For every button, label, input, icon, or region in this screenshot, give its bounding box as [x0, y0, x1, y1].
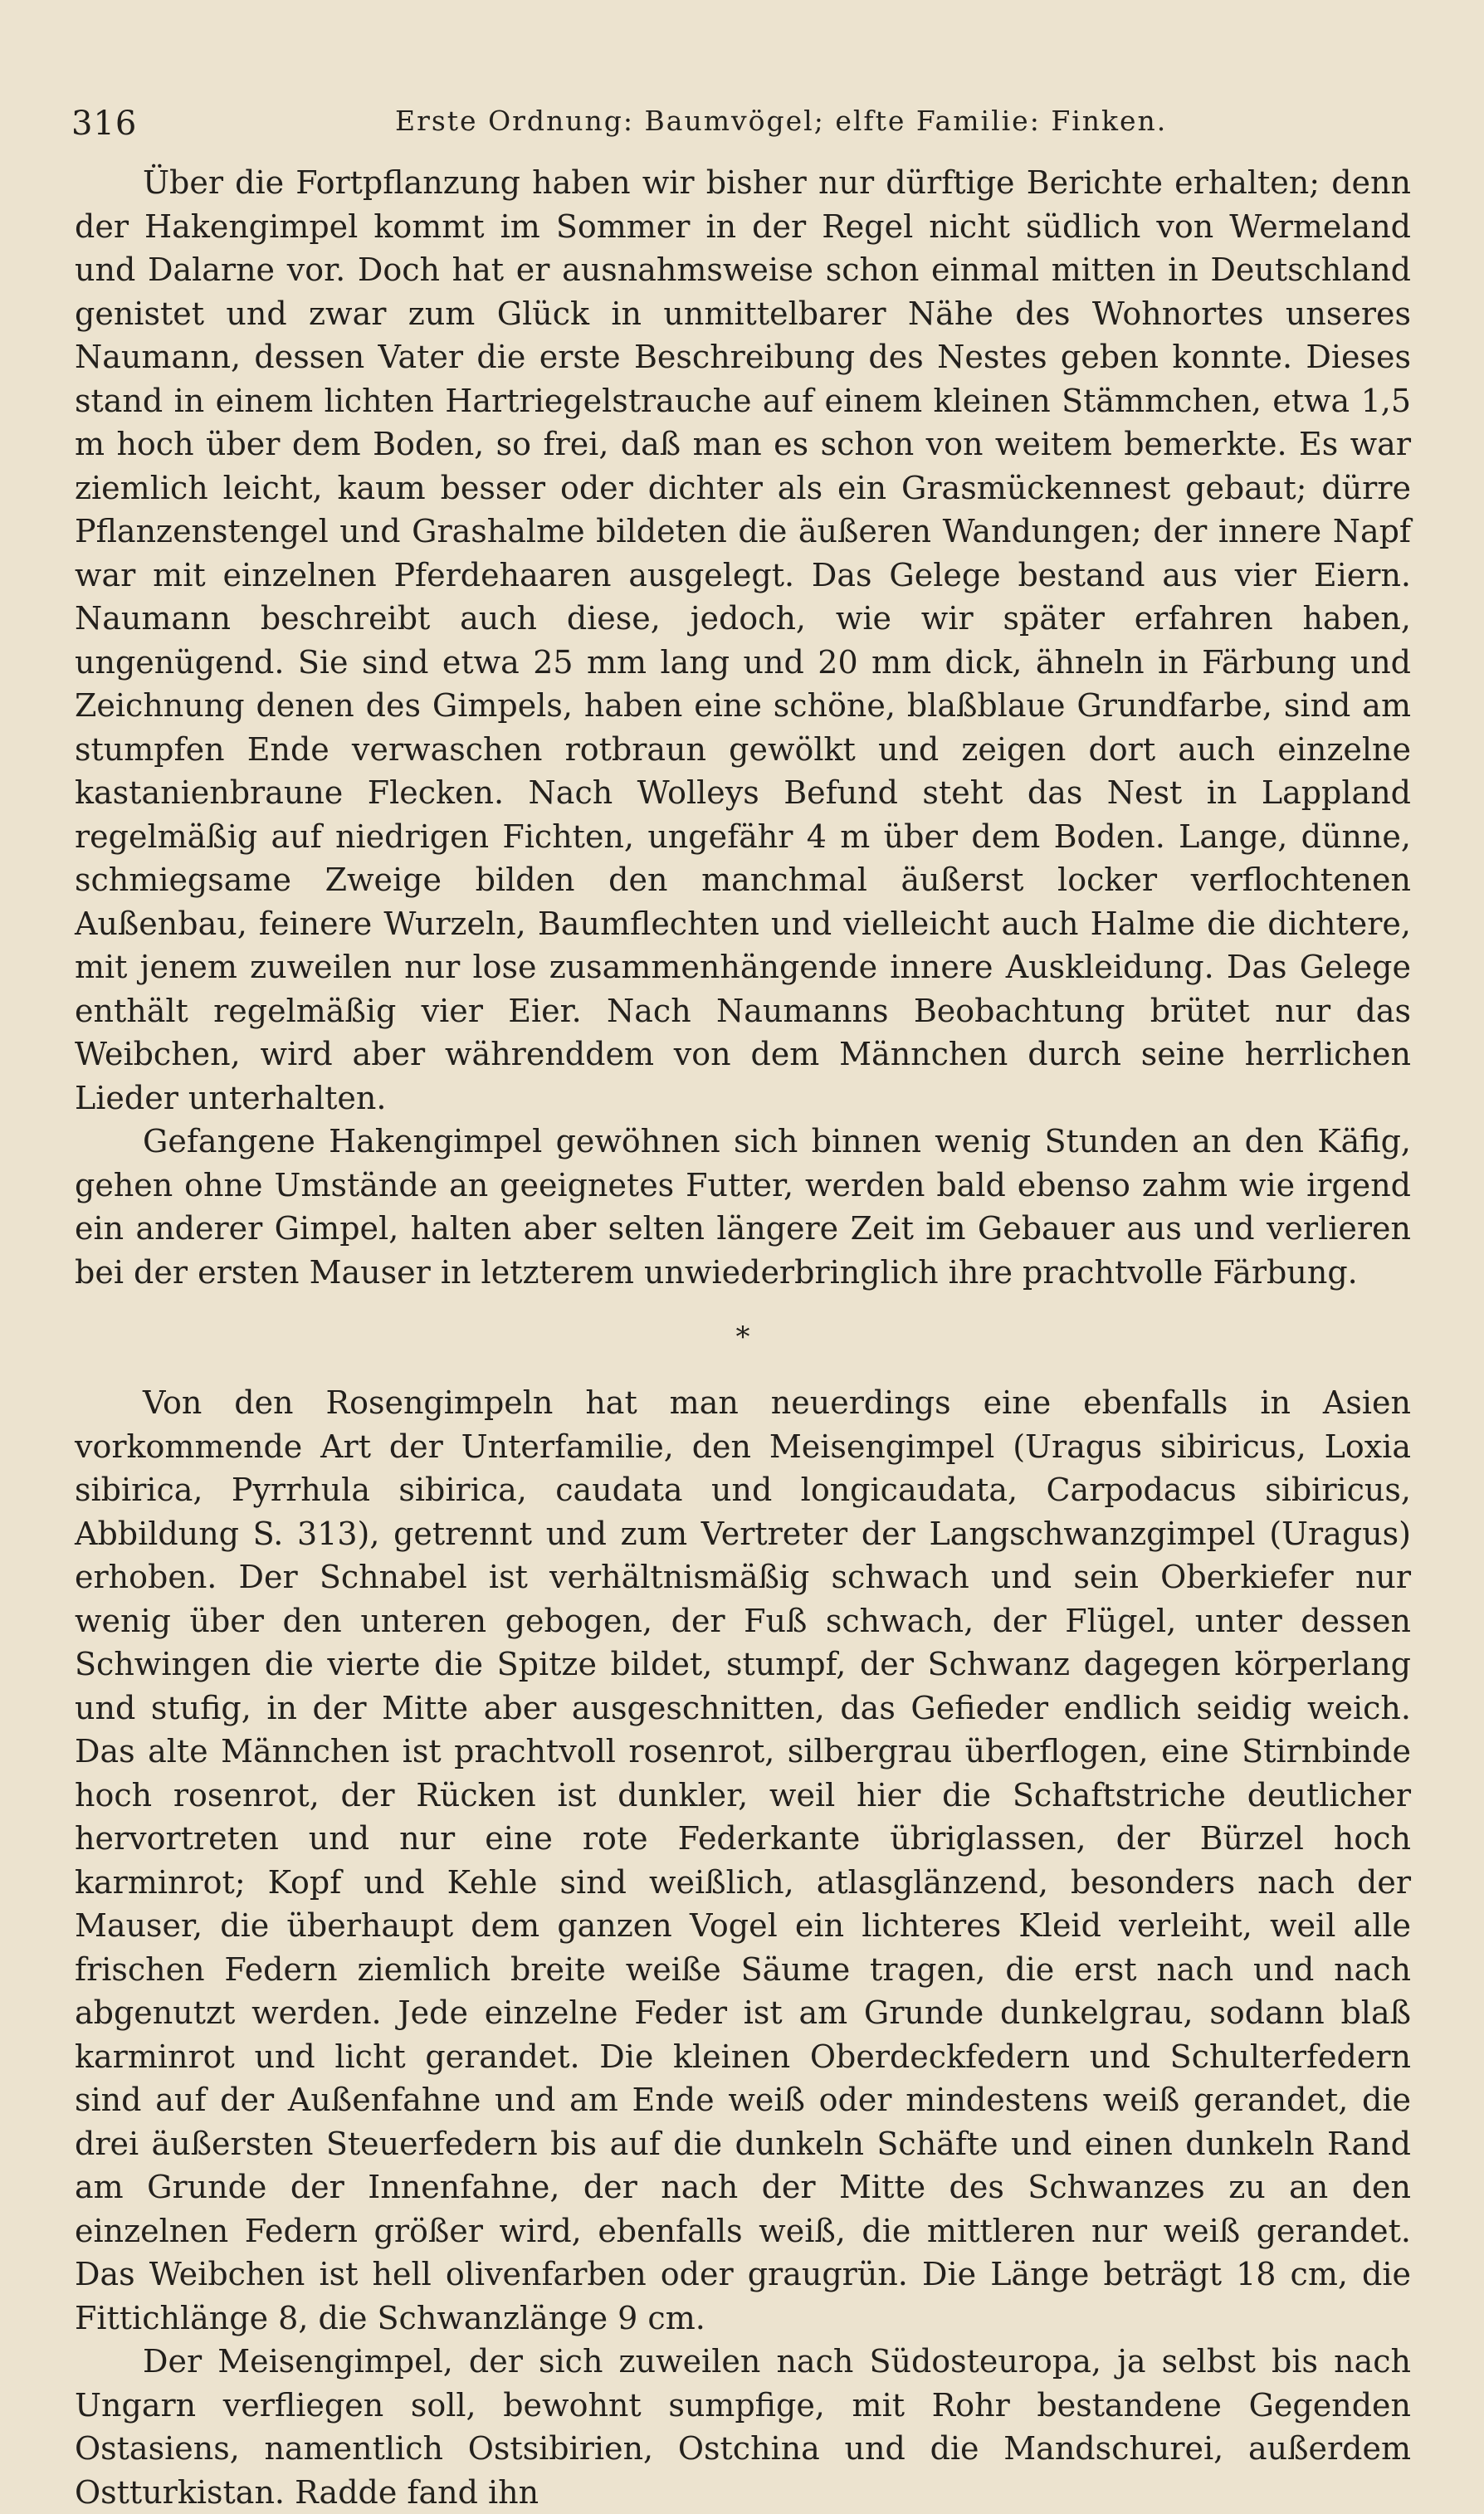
paragraph-fortpflanzung: Über die Fortpflanzung haben wir bisher nur dürftige Berichte erhalten; denn der Hakengimpel kommt im Sommer in der Regel nicht südlich von Wermeland und Dalarne vor. Doch hat er ausnahmsweise schon einmal mitten in Deutschland genistet und zwar zum Glück in unmittelbarer Nähe des Wohnortes unseres Naumann, dessen Vater die erste Beschreibung des Nestes geben konnte. Dieses stand in einem lichten Hartriegelstrauche auf einem kleinen Stämmchen, etwa 1,5 m hoch über dem Boden, so frei, daß man es schon von weitem bemerkte. Es war ziemlich leicht, kaum besser oder dichter als ein Grasmückennest gebaut; dürre Pflanzenstengel und Grashalme bildeten die äußeren Wandungen; der innere Napf war mit einzelnen Pferdehaaren ausgelegt. Das Gelege bestand aus vier Eiern. Naumann beschreibt auch diese, jedoch, wie wir später erfahren haben, ungenügend. Sie sind etwa 25 mm lang und 20 mm dick, ähneln in Färbung und Zeichnung denen des Gimpels, haben eine schöne, blaßblaue Grundfarbe, sind am stumpfen Ende verwaschen rotbraun gewölkt und zeigen dort auch einzelne kastanienbraune Flecken. Nach Wolleys Befund steht das Nest in Lappland regelmäßig auf niedrigen Fichten, ungefähr 4 m über dem Boden. Lange, dünne, schmiegsame Zweige bilden den manchmal äußerst locker verflochtenen Außenbau, feinere Wurzeln, Baumflechten und vielleicht auch Halme die dichtere, mit jenem zuweilen nur lose zusammenhängende innere Auskleidung. Das Gelege enthält regelmäßig vier Eier. Nach Naumanns Beobachtung brütet nur das Weibchen, wird aber währenddem von dem Männchen durch seine herrlichen Lieder unterhalten. — [75, 164, 1411, 1116]
body-text — [75, 161, 1411, 2514]
running-head-title: Erste Ordnung: Baumvögel; elfte Familie: Finken. — [395, 105, 1168, 137]
running-head — [71, 98, 1409, 148]
paragraph-gefangene: Gefangene Hakengimpel gewöhnen sich binnen wenig Stunden an den Käfig, gehen ohne Umstände an geeignetes Futter, werden bald ebenso zahm wie irgend ein anderer Gimpel, halten aber selten längere Zeit im Gebauer aus und verlieren bei der ersten Mauser in letzterem unwiederbringlich ihre prachtvolle Färbung. — [75, 1123, 1411, 1291]
paragraph-meisengimpel-description: Von den Rosengimpeln hat man neuerdings eine ebenfalls in Asien vorkommende Art der Unterfamilie, den Meisengimpel (Uragus sibiricus, Loxia sibirica, Pyrrhula sibirica, caudata und longicaudata, Carpodacus sibiricus, Abbildung S. 313), getrennt und zum Vertreter der Langschwanzgimpel (Uragus) erhoben. Der Schnabel ist verhältnismäßig schwach und sein Oberkiefer nur wenig über den unteren gebogen, der Fuß schwach, der Flügel, unter dessen Schwingen die vierte die Spitze bildet, stumpf, der Schwanz dagegen körperlang und stufig, in der Mitte aber ausgeschnitten, das Gefieder endlich seidig weich. Das alte Männchen ist prachtvoll rosenrot, silbergrau überflogen, eine Stirnbinde hoch rosenrot, der Rücken ist dunkler, weil hier die Schaftstriche deutlicher hervortreten und nur eine rote Federkante übriglassen, der Bürzel hoch karminrot; Kopf und Kehle sind weißlich, atlasglänzend, besonders nach der Mauser, die überhaupt dem ganzen Vogel ein lichteres Kleid verleiht, weil alle frischen Federn ziemlich breite weiße Säume tragen, die erst nach und nach abgenutzt werden. Jede einzelne Feder ist am Grunde dunkelgrau, sodann blaß karminrot und licht gerandet. Die kleinen Oberdeckfedern und Schulterfedern sind auf der Außenfahne und am Ende weiß oder mindestens weiß gerandet, die drei äußersten Steuerfedern bis auf die dunkeln Schäfte und einen dunkeln Rand am Grunde der Innenfahne, der nach der Mitte des Schwanzes zu an den einzelnen Federn größer wird, ebenfalls weiß, die mittleren nur weiß gerandet. Das Weibchen ist hell olivenfarben oder graugrün. Die Länge beträgt 18 cm, die Fittichlänge 8, die Schwanzlänge 9 cm. — [75, 1384, 1411, 2336]
page-number: 316 — [71, 105, 138, 143]
paragraph-meisengimpel-range: Der Meisengimpel, der sich zuweilen nach Südosteuropa, ja selbst bis nach Ungarn verfliegen soll, bewohnt sumpfige, mit Rohr bestandene Gegenden Ostasiens, namentlich Ostsibirien, Ostchina und die Mandschurei, außerdem Ostturkistan. Radde fand ihn — [75, 2343, 1411, 2511]
section-separator: * — [735, 1320, 750, 1354]
